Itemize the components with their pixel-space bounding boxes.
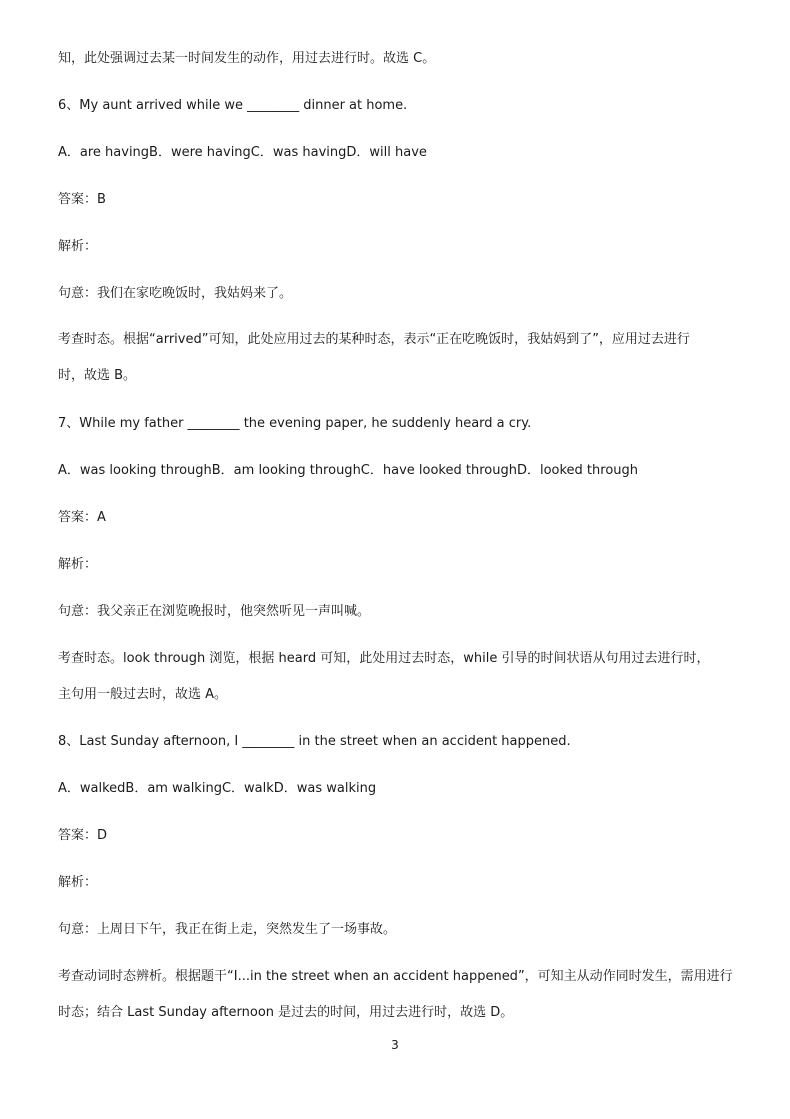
question-8: 8、Last Sunday afternoon, I ________ in the street when an accident happened. [58,734,571,749]
sentence-meaning: 句意：上周日下午，我正在街上走，突然发生了一场事故。 [58,922,397,937]
explanation-line: 考查动词时态辨析。根据题干“I...in the street when an accident happened”，可知主从动作同时发生，需用进行 [58,969,733,984]
explanation-line: 考查时态。根据“arrived”可知，此处应用过去的某种时态，表示“正在吃晚饭时，我姑妈到了”，应用过去进行 [58,332,690,347]
question-8-options: A．walkedB．am walkingC．walkD．was walking [58,781,377,796]
sentence-meaning: 句意：我父亲正在浏览晚报时，他突然听见一声叫喊。 [58,604,371,619]
sentence-meaning: 句意：我们在家吃晚饭时，我姑妈来了。 [58,286,293,301]
question-6-answer: 答案：B [58,192,106,207]
analysis-label: 解析： [58,557,98,572]
question-7-options: A．was looking throughB．am looking throughC．have looked throughD．looked through [58,463,639,478]
text-line: 知，此处强调过去某一时间发生的动作，用过去进行时。故选 C。 [58,51,436,66]
question-7-answer: 答案：A [58,510,106,525]
question-7: 7、While my father ________ the evening paper, he suddenly heard a cry. [58,416,532,431]
question-8-answer: 答案：D [58,828,108,843]
analysis-label: 解析： [58,239,98,254]
question-6-options: A．are havingB．were havingC．was havingD．will have [58,145,427,160]
explanation-line: 时，故选 B。 [58,368,137,383]
question-6: 6、My aunt arrived while we ________ dinner at home. [58,98,408,113]
explanation-line: 考查时态。look through 浏览，根据 heard 可知，此处用过去时态，while 引导的时间状语从句用过去进行时， [58,651,710,666]
explanation-line: 主句用一般过去时，故选 A。 [58,687,228,702]
analysis-label: 解析： [58,875,98,890]
page-number: 3 [391,1038,399,1052]
explanation-line: 时态；结合 Last Sunday afternoon 是过去的时间，用过去进行时，故选 D。 [58,1005,514,1020]
